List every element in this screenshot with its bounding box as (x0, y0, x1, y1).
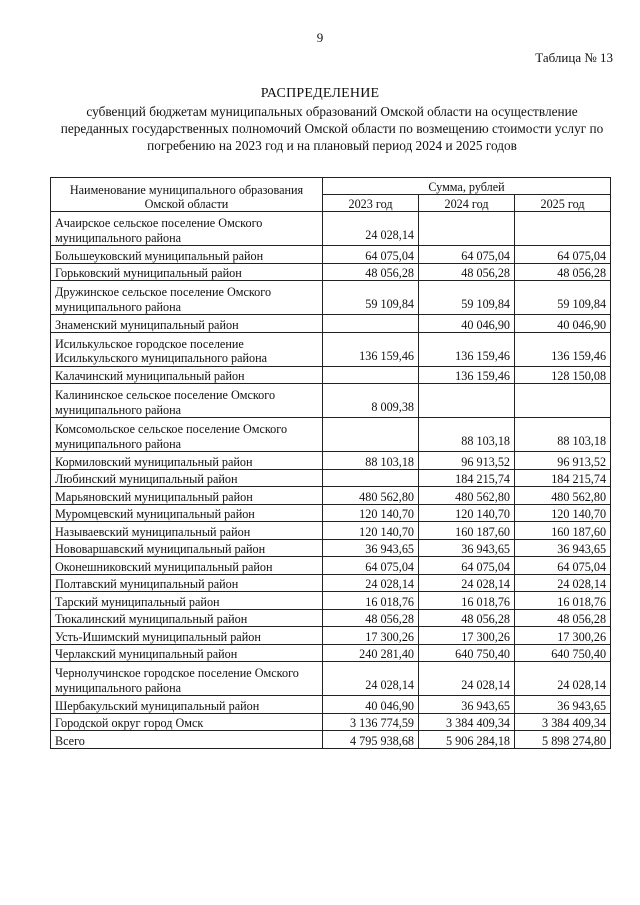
row-value-2025: 128 150,08 (515, 366, 611, 384)
row-value-2024: 16 018,76 (419, 592, 515, 610)
row-value-2024: 36 943,65 (419, 696, 515, 714)
row-value-2023: 120 140,70 (323, 504, 419, 522)
row-value-2025: 3 384 409,34 (515, 713, 611, 731)
row-value-2024: 120 140,70 (419, 504, 515, 522)
row-name: Тарский муниципальный район (51, 592, 323, 610)
table-row (51, 696, 611, 714)
table-body (51, 212, 611, 749)
row-value-2025: 88 103,18 (515, 418, 611, 452)
table-row (51, 574, 611, 592)
row-value-2023: 240 281,40 (323, 644, 419, 662)
row-value-2024: 480 562,80 (419, 487, 515, 505)
row-value-2024: 160 187,60 (419, 522, 515, 540)
table-row (51, 281, 611, 315)
row-name: Тюкалинский муниципальный район (51, 609, 323, 627)
row-value-2024: 24 028,14 (419, 574, 515, 592)
row-value-2025: 24 028,14 (515, 662, 611, 696)
row-value-2023 (323, 469, 419, 487)
row-name: Марьяновский муниципальный район (51, 487, 323, 505)
table-row (51, 263, 611, 281)
row-value-2025: 184 215,74 (515, 469, 611, 487)
row-value-2023: 48 056,28 (323, 263, 419, 281)
header-year-2024: 2024 год (419, 195, 515, 212)
header-year-2023: 2023 год (323, 195, 419, 212)
row-value-2023: 17 300,26 (323, 627, 419, 645)
row-value-2025 (515, 212, 611, 246)
table-label: Таблица № 13 (535, 50, 613, 65)
header-name: Наименование муниципального образования Омской области (51, 178, 323, 212)
row-value-2023: 64 075,04 (323, 557, 419, 575)
row-name: Называевский муниципальный район (51, 522, 323, 540)
table-row (51, 731, 611, 749)
row-value-2025: 160 187,60 (515, 522, 611, 540)
row-name: Кормиловский муниципальный район (51, 452, 323, 470)
row-name: Комсомольское сельское поселение Омского муниципального района (51, 418, 323, 452)
table-row (51, 487, 611, 505)
row-value-2025: 24 028,14 (515, 574, 611, 592)
row-value-2025: 36 943,65 (515, 539, 611, 557)
row-name: Полтавский муниципальный район (51, 574, 323, 592)
row-name: Нововаршавский муниципальный район (51, 539, 323, 557)
row-value-2024: 136 159,46 (419, 332, 515, 366)
row-name: Калачинский муниципальный район (51, 366, 323, 384)
row-value-2023 (323, 418, 419, 452)
header-year-2025: 2025 год (515, 195, 611, 212)
table-row (51, 627, 611, 645)
row-value-2024: 59 109,84 (419, 281, 515, 315)
row-name: Оконешниковский муниципальный район (51, 557, 323, 575)
table-row (51, 609, 611, 627)
row-value-2025: 17 300,26 (515, 627, 611, 645)
row-value-2023: 88 103,18 (323, 452, 419, 470)
row-name: Шербакульский муниципальный район (51, 696, 323, 714)
page-number: 9 (316, 30, 324, 45)
row-value-2023: 24 028,14 (323, 662, 419, 696)
row-value-2025: 96 913,52 (515, 452, 611, 470)
row-name: Городской округ город Омск (51, 713, 323, 731)
distribution-table (50, 177, 611, 749)
row-value-2023: 24 028,14 (323, 212, 419, 246)
row-value-2023: 40 046,90 (323, 696, 419, 714)
row-value-2025: 480 562,80 (515, 487, 611, 505)
row-name: Черлакский муниципальный район (51, 644, 323, 662)
header-sum: Сумма, рублей (323, 178, 611, 195)
row-value-2024: 48 056,28 (419, 609, 515, 627)
table-row (51, 315, 611, 333)
row-value-2025: 48 056,28 (515, 609, 611, 627)
row-name: Исилькульское городское поселение Исилькульского муниципального района (51, 332, 323, 366)
table-row (51, 504, 611, 522)
table-row (51, 384, 611, 418)
row-value-2025: 64 075,04 (515, 557, 611, 575)
row-value-2025: 48 056,28 (515, 263, 611, 281)
row-value-2024: 40 046,90 (419, 315, 515, 333)
row-value-2023: 36 943,65 (323, 539, 419, 557)
row-name: Муромцевский муниципальный район (51, 504, 323, 522)
row-value-2024 (419, 384, 515, 418)
row-value-2024: 136 159,46 (419, 366, 515, 384)
table-row (51, 246, 611, 264)
row-value-2023: 136 159,46 (323, 332, 419, 366)
row-value-2023: 8 009,38 (323, 384, 419, 418)
row-value-2023: 120 140,70 (323, 522, 419, 540)
row-value-2023 (323, 315, 419, 333)
row-value-2024: 88 103,18 (419, 418, 515, 452)
row-name: Чернолучинское городское поселение Омского муниципального района (51, 662, 323, 696)
row-value-2023: 48 056,28 (323, 609, 419, 627)
row-value-2024: 3 384 409,34 (419, 713, 515, 731)
table-row (51, 332, 611, 366)
table-row (51, 713, 611, 731)
table-row (51, 539, 611, 557)
row-value-2024: 24 028,14 (419, 662, 515, 696)
row-value-2025: 136 159,46 (515, 332, 611, 366)
row-name: Горьковский муниципальный район (51, 263, 323, 281)
row-value-2023: 480 562,80 (323, 487, 419, 505)
row-value-2024: 17 300,26 (419, 627, 515, 645)
row-value-2024: 184 215,74 (419, 469, 515, 487)
row-value-2024: 36 943,65 (419, 539, 515, 557)
row-value-2023: 3 136 774,59 (323, 713, 419, 731)
row-value-2024: 96 913,52 (419, 452, 515, 470)
table-row (51, 557, 611, 575)
row-value-2025: 16 018,76 (515, 592, 611, 610)
row-value-2025: 5 898 274,80 (515, 731, 611, 749)
table-row (51, 452, 611, 470)
row-name: Ачаирское сельское поселение Омского муниципального района (51, 212, 323, 246)
row-value-2023: 4 795 938,68 (323, 731, 419, 749)
table-row (51, 662, 611, 696)
row-value-2024: 640 750,40 (419, 644, 515, 662)
row-value-2023: 24 028,14 (323, 574, 419, 592)
row-value-2023: 16 018,76 (323, 592, 419, 610)
row-name: Знаменский муниципальный район (51, 315, 323, 333)
row-value-2025 (515, 384, 611, 418)
row-value-2024: 5 906 284,18 (419, 731, 515, 749)
table-row (51, 592, 611, 610)
table-row (51, 366, 611, 384)
row-value-2025: 120 140,70 (515, 504, 611, 522)
table-row (51, 212, 611, 246)
table-row (51, 644, 611, 662)
row-name: Усть-Ишимский муниципальный район (51, 627, 323, 645)
row-name: Всего (51, 731, 323, 749)
row-value-2025: 640 750,40 (515, 644, 611, 662)
row-name: Дружинское сельское поселение Омского муниципального района (51, 281, 323, 315)
row-value-2024 (419, 212, 515, 246)
row-value-2025: 64 075,04 (515, 246, 611, 264)
row-value-2024: 48 056,28 (419, 263, 515, 281)
document-subtitle: субвенций бюджетам муниципальных образований Омской области на осуществление переданных государственных полномочий Омской области по возмещению стоимости услуг по погребению на 2023 год и на плановый период 2024 и 2025 годов (60, 104, 604, 153)
row-value-2025: 59 109,84 (515, 281, 611, 315)
row-value-2025: 40 046,90 (515, 315, 611, 333)
row-value-2023: 64 075,04 (323, 246, 419, 264)
row-value-2023 (323, 366, 419, 384)
table-header (51, 178, 611, 212)
row-name: Большеуковский муниципальный район (51, 246, 323, 264)
table-row (51, 522, 611, 540)
table-row (51, 418, 611, 452)
row-value-2024: 64 075,04 (419, 246, 515, 264)
table-row (51, 469, 611, 487)
document-title: РАСПРЕДЕЛЕНИЕ (260, 86, 380, 101)
row-name: Любинский муниципальный район (51, 469, 323, 487)
row-value-2023: 59 109,84 (323, 281, 419, 315)
row-value-2025: 36 943,65 (515, 696, 611, 714)
row-value-2024: 64 075,04 (419, 557, 515, 575)
row-name: Калининское сельское поселение Омского муниципального района (51, 384, 323, 418)
